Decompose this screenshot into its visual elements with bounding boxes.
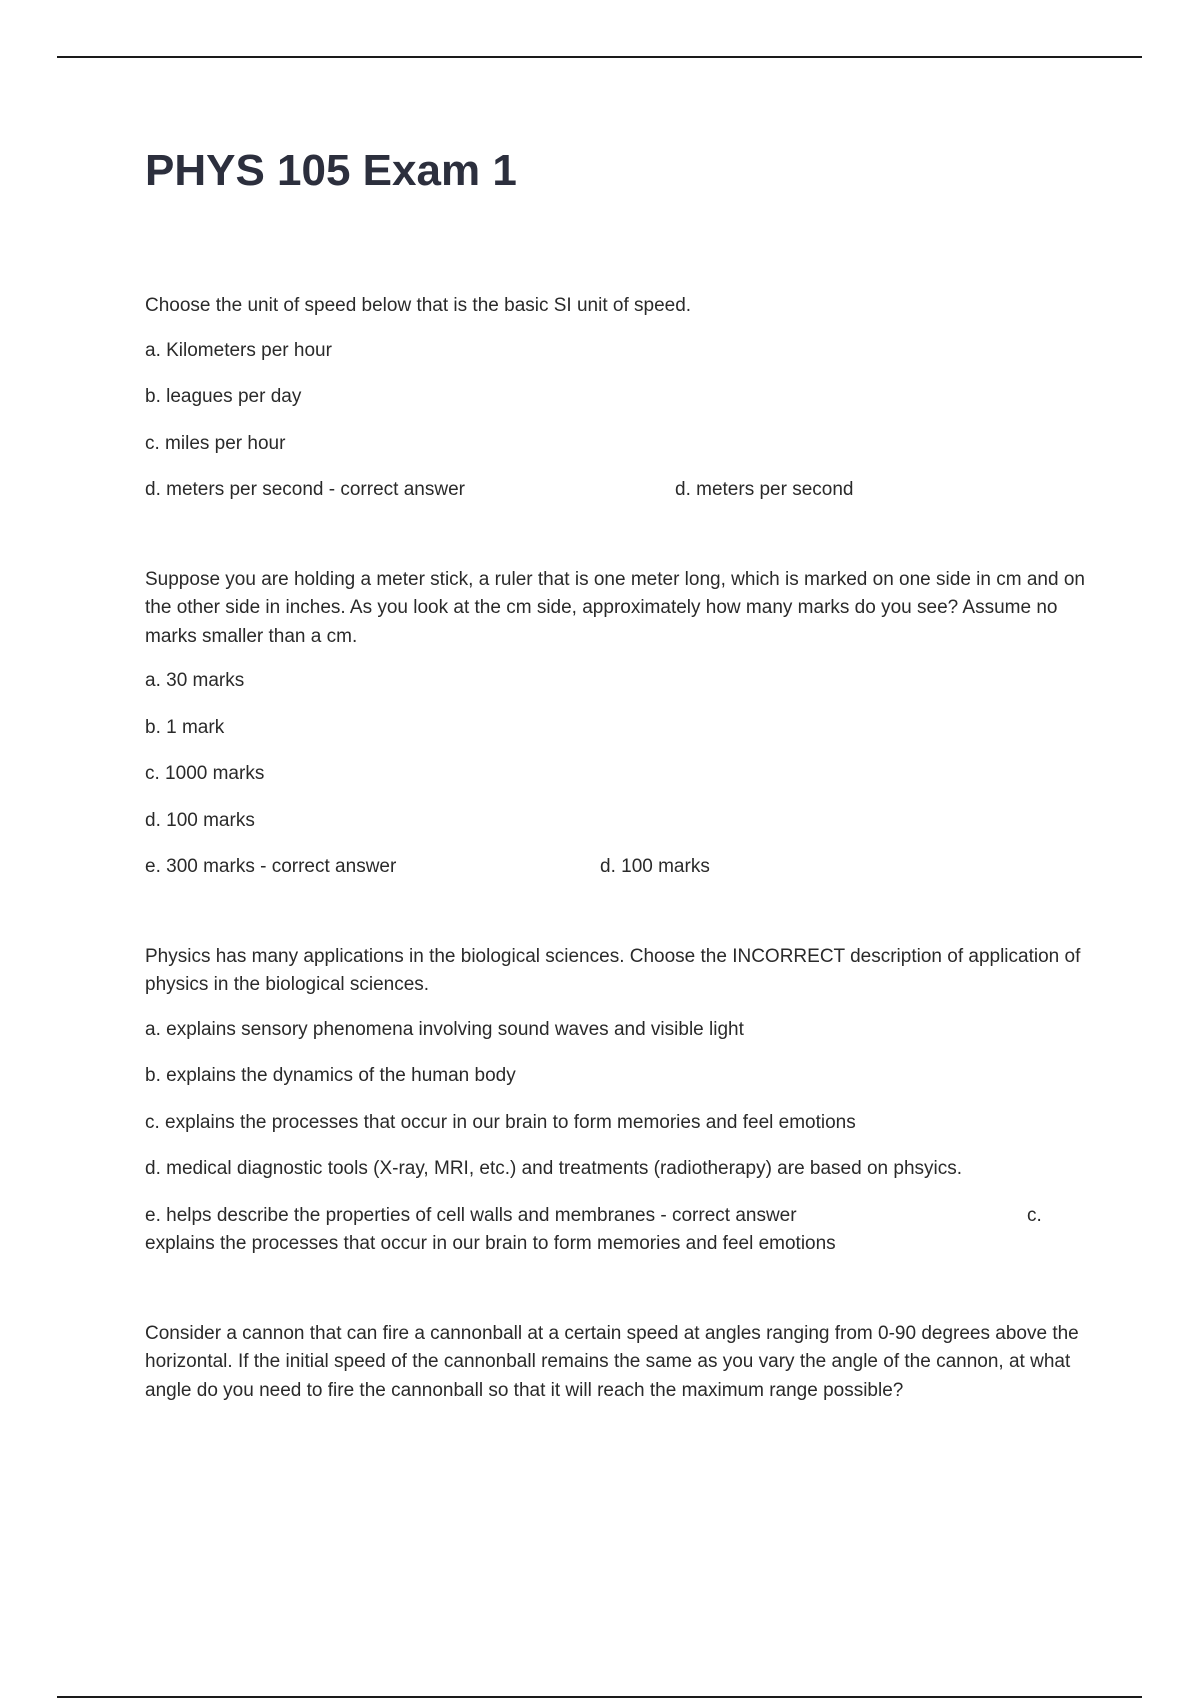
marked-option: d. meters per second - correct answer (145, 479, 465, 500)
marked-option: e. helps describe the properties of cell walls and membranes - correct answer (145, 1204, 797, 1226)
answer-line (145, 853, 1090, 882)
answer-line (145, 476, 1090, 505)
answer-option: a. 30 marks (145, 670, 245, 691)
question-prompt: Physics has many applications in the biological sciences. Choose the INCORRECT description of application of physics in the biological sciences. (145, 945, 1081, 995)
answer-option: a. Kilometers per hour (145, 339, 332, 361)
question-2 (145, 566, 1090, 882)
answer-option: b. explains the dynamics of the human body (145, 1065, 516, 1086)
answer-option: c. explains the processes that occur in our brain to form memories and feel emotions (145, 1111, 856, 1133)
question-1 (145, 292, 1090, 505)
question-prompt: Choose the unit of speed below that is the basic SI unit of speed. (145, 295, 692, 316)
answer-text: c. explains the processes that occur in our brain to form memories and feel emotions (145, 1204, 1042, 1254)
answer-option: d. 100 marks (145, 809, 255, 831)
answer-option: d. medical diagnostic tools (X-ray, MRI, etc.) and treatments (radiotherapy) are based on phsyics. (145, 1158, 963, 1179)
question-3 (145, 943, 1090, 1259)
answer-text: d. 100 marks (600, 856, 710, 877)
page-title: PHYS 105 Exam 1 (145, 146, 517, 195)
answer-line (145, 1202, 1090, 1259)
header-rule (57, 56, 1142, 58)
answer-option: b. leagues per day (145, 386, 302, 407)
footer-rule (57, 1696, 1142, 1698)
question-prompt: Suppose you are holding a meter stick, a ruler that is one meter long, which is marked on one side in cm and on the other side in inches. As you look at the cm side, approximately how many marks do you see? Assume no marks smaller than a cm. (145, 568, 1085, 647)
answer-option: c. 1000 marks (145, 763, 265, 784)
answer-option: a. explains sensory phenomena involving sound waves and visible light (145, 1018, 744, 1040)
marked-option: e. 300 marks - correct answer (145, 856, 397, 877)
answer-option: b. 1 mark (145, 716, 225, 738)
answer-option: c. miles per hour (145, 432, 286, 454)
question-list (145, 292, 1090, 1466)
question-prompt: Consider a cannon that can fire a cannonball at a certain speed at angles ranging from 0-90 degrees above the horizontal. If the initial speed of the cannonball remains the same as you vary the angle of the cannon, at what angle do you need to fire the cannonball so that it will reach the maximum range possible? (145, 1322, 1079, 1401)
answer-text: d. meters per second (675, 479, 854, 500)
question-4 (145, 1320, 1090, 1406)
